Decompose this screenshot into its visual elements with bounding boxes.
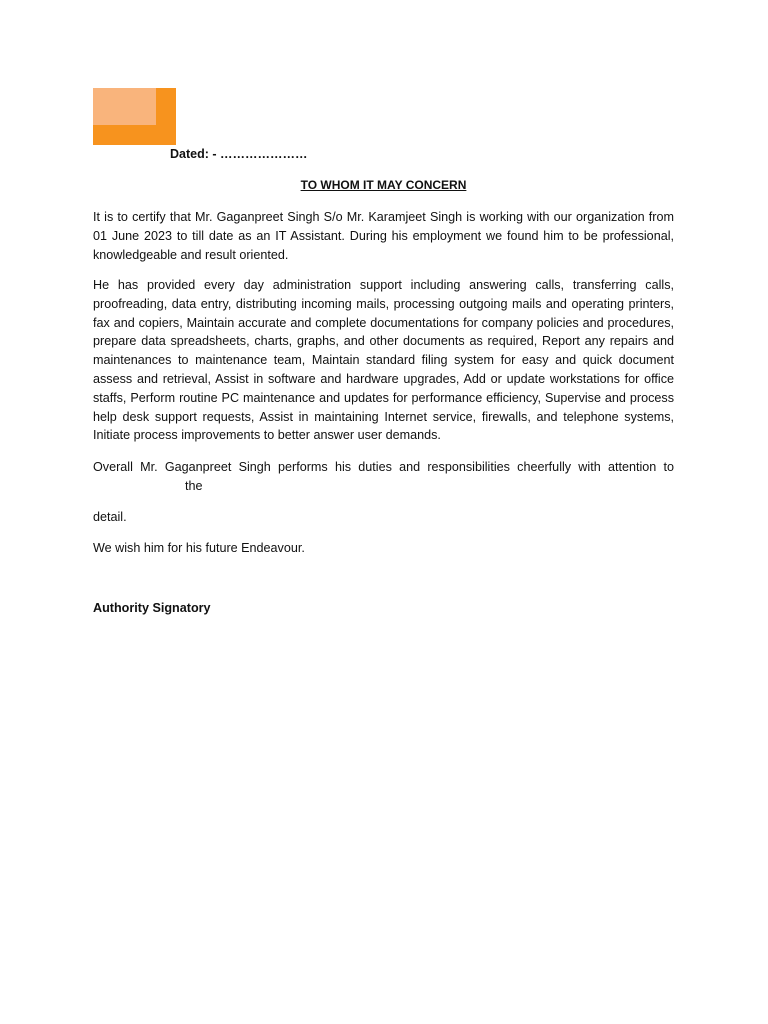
- dated-line: Dated: - …………………: [170, 147, 308, 161]
- paragraph-overall: Overall Mr. Gaganpreet Singh performs his duties and responsibilities cheerfully with attention to: [93, 460, 674, 474]
- paragraph-certification: It is to certify that Mr. Gaganpreet Singh S/o Mr. Karamjeet Singh is working with our organization from 01 June 2023 to till date as an IT Assistant. During his employment we found him to be professional, knowledgeable and result oriented.: [93, 210, 674, 262]
- paragraph-duties: He has provided every day administration support including answering calls, transferring calls, proofreading, data entry, distributing incoming mails, processing outgoing mails and operating printers, fax and copiers, Maintain accurate and complete documentations for company policies and procedures, prepare data spreadsheets, charts, graphs, and other documents as required, Report any repairs and maintenances to maintenance team, Maintain standard filing system for easy and quick document assess and retrieval, Assist in software and hardware upgrades, Add or update workstations for office staffs, Perform routine PC maintenance and updates for performance efficiency, Supervise and process help desk support requests, Assist in maintaining Internet service, firewalls, and telephone systems, Initiate process improvements to better answer user demands.: [93, 278, 674, 443]
- authority-signatory: Authority Signatory: [93, 601, 211, 615]
- company-logo: [93, 88, 176, 145]
- paragraph-wishes: We wish him for his future Endeavour.: [93, 541, 305, 555]
- company-logo-inner: [93, 88, 156, 125]
- paragraph-overall-tail: the: [185, 479, 203, 493]
- letter-title: TO WHOM IT MAY CONCERN: [300, 178, 467, 192]
- paragraph-detail: detail.: [93, 510, 127, 524]
